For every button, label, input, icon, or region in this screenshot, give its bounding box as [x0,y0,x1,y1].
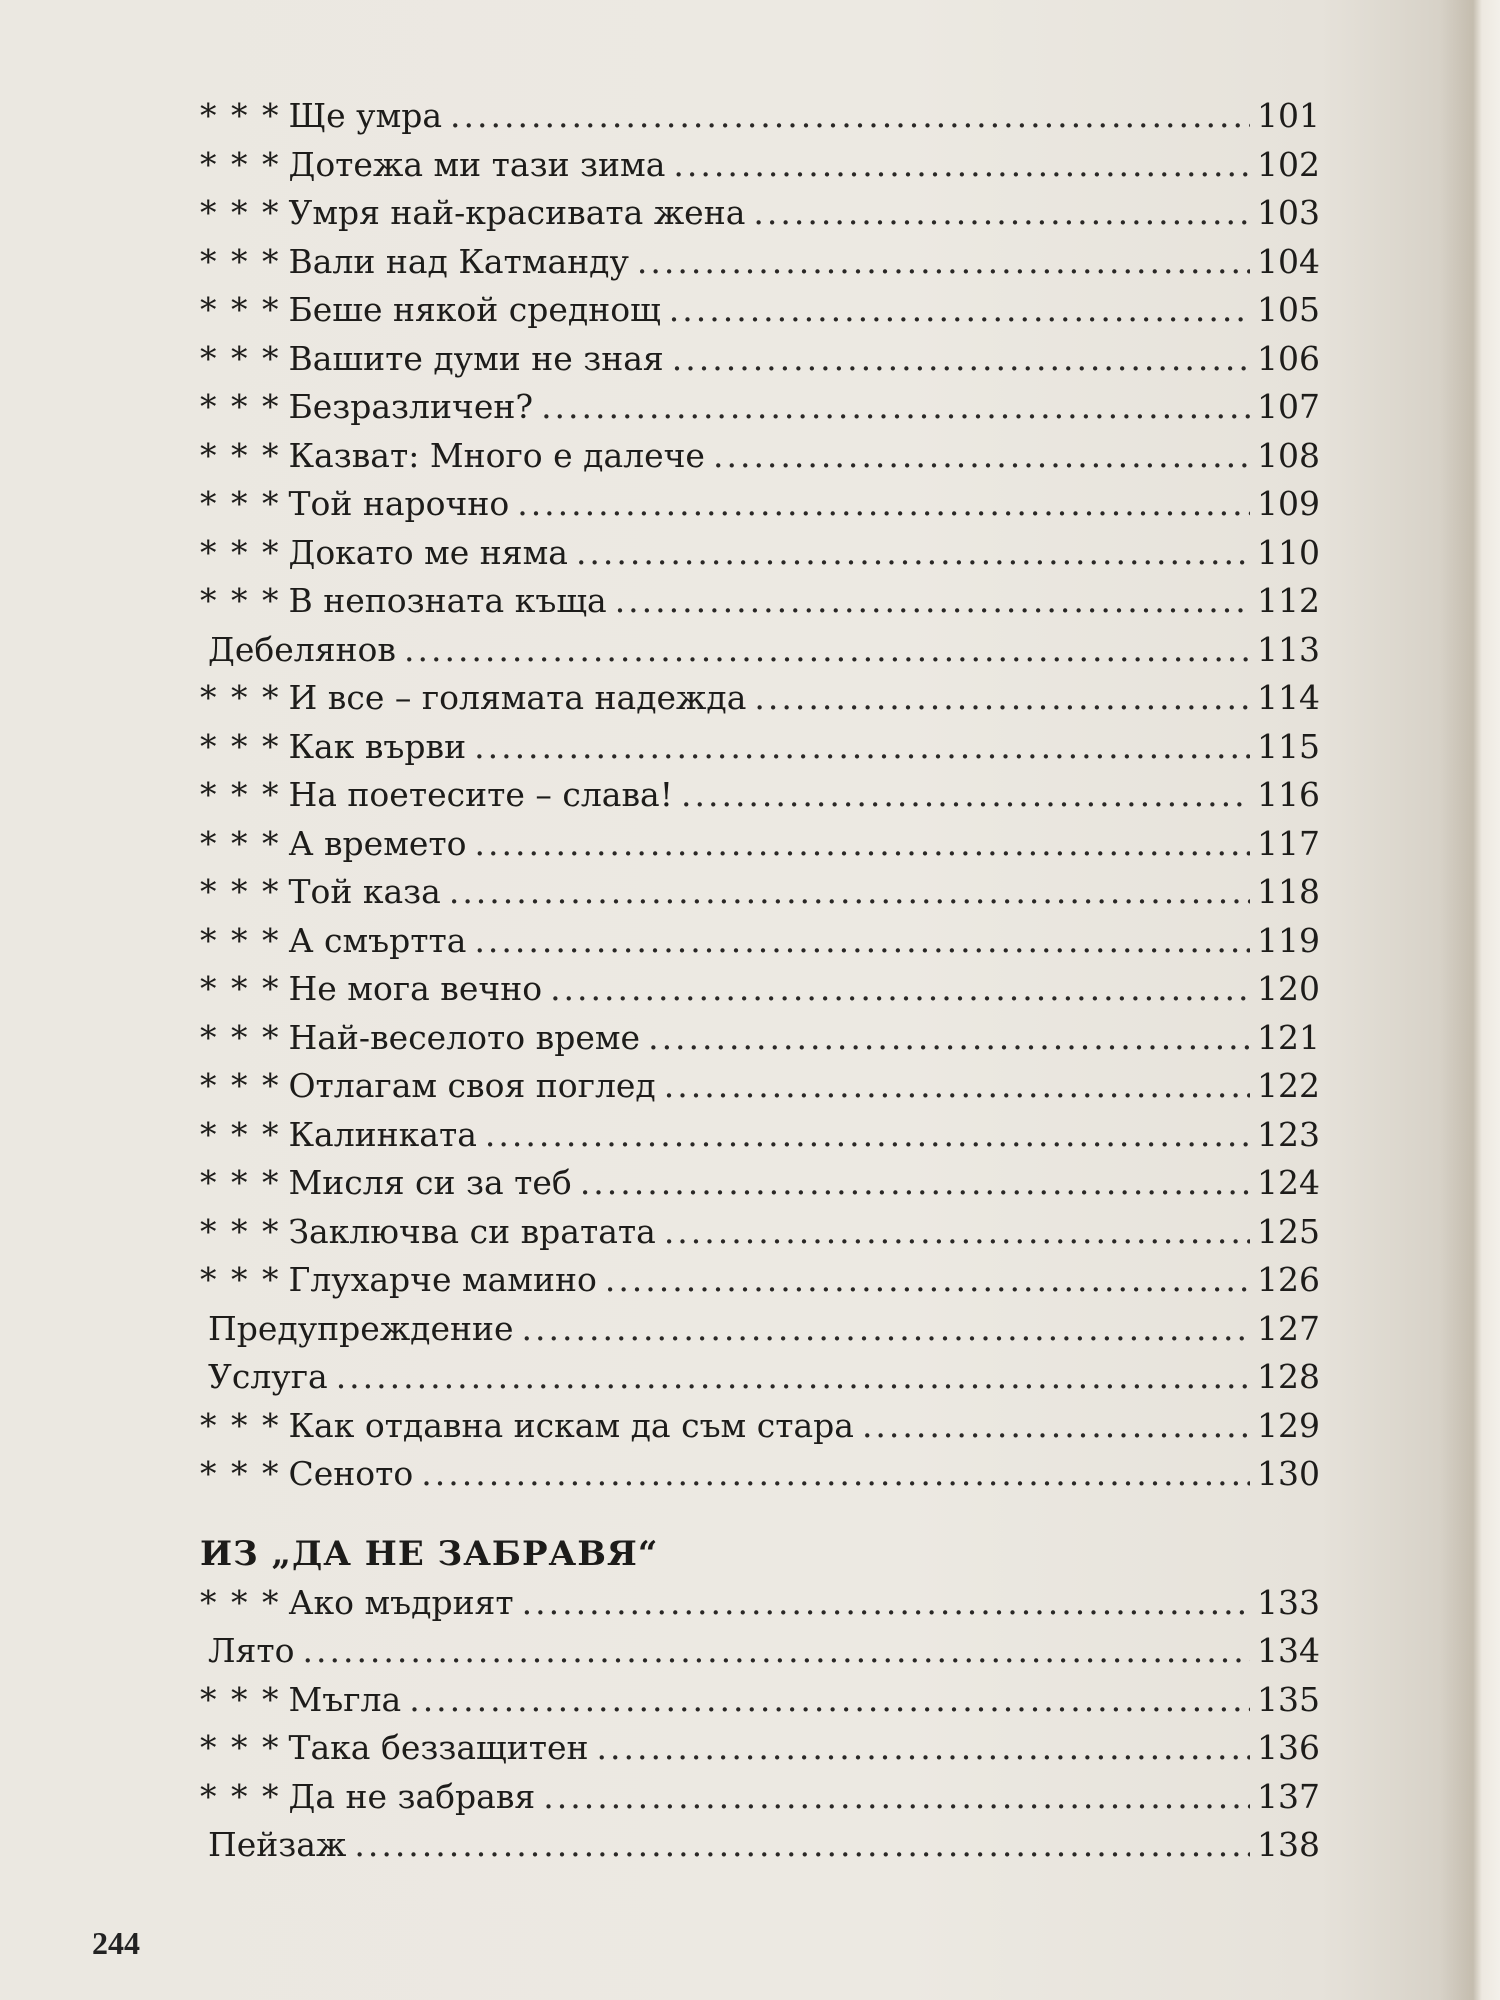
entry-title: Докато ме няма [288,532,568,572]
dot-leader [475,820,1250,869]
entry-page-number: 122 [1257,1066,1320,1105]
entry-page-number: 117 [1257,823,1320,863]
entry-title: Безразличен? [288,387,534,426]
dot-leader [543,1773,1250,1822]
entry-title: Сеното [288,1454,414,1493]
entry-title: Той нарочно [288,484,510,523]
entry-page-number: 112 [1257,581,1320,620]
entry-prefix: * * * [200,1405,281,1445]
dot-leader [672,335,1250,384]
toc-entry [200,529,1320,578]
entry-prefix: * * * [200,920,281,960]
entry-page-number: 118 [1257,872,1320,911]
entry-prefix: * * * [200,96,281,135]
toc-entry [200,1353,1320,1402]
entry-page-number: 106 [1257,338,1320,378]
entry-page-number: 135 [1257,1679,1320,1719]
dot-leader [637,238,1250,287]
entry-page-number: 120 [1257,969,1320,1008]
entry-title: Така беззащитен [288,1728,589,1767]
toc-entry [200,1627,1320,1676]
entry-title: Вашите думи не зная [288,338,664,378]
entry-page-number: 104 [1257,241,1320,281]
entry-title: Как върви [288,726,467,766]
entry-prefix: * * * [200,338,281,378]
dot-leader [336,1353,1250,1402]
entry-title: А времето [288,823,467,863]
dot-leader [648,1014,1250,1063]
toc-entry [200,1256,1320,1305]
dot-leader [541,383,1250,432]
toc-entry [200,286,1320,335]
toc-entry [200,965,1320,1014]
dot-leader [404,626,1250,675]
entry-title: Да не забравя [288,1776,536,1816]
entry-page-number: 119 [1257,920,1320,960]
page-number: 244 [92,1925,140,1961]
entry-title: А смъртта [288,920,467,960]
entry-page-number: 103 [1257,193,1320,232]
entry-page-number: 138 [1257,1825,1320,1864]
entry-title: Мъгла [288,1679,402,1719]
entry-title: В непозната къща [288,581,607,620]
dot-leader [681,771,1250,820]
entry-title: Глухарче мамино [288,1260,597,1299]
dot-leader [474,917,1250,966]
entry-page-number: 107 [1257,387,1320,426]
dot-leader [474,723,1250,772]
entry-page-number: 116 [1257,775,1320,814]
toc-entry [200,577,1320,626]
toc-entry [200,868,1320,917]
entry-title: И все – голямата надежда [288,678,747,717]
entry-page-number: 137 [1257,1776,1320,1816]
entry-page-number: 125 [1257,1211,1320,1251]
entry-page-number: 126 [1257,1260,1320,1299]
entry-prefix: * * * [200,1582,281,1622]
entry-prefix: * * * [200,484,281,523]
entry-page-number: 127 [1257,1308,1320,1348]
toc-entry [200,1111,1320,1160]
toc-entry [200,626,1320,675]
entry-title: На поетесите – слава! [288,775,673,814]
entry-title: Беше някой среднощ [288,290,661,329]
table-of-contents [200,92,1320,1870]
entry-prefix: * * * [200,726,281,766]
entry-prefix: * * * [200,872,281,911]
toc-entry [200,1724,1320,1773]
entry-prefix: * * * [200,532,281,572]
toc-entry [200,1014,1320,1063]
toc-entry [200,820,1320,869]
section-heading: ИЗ „ДА НЕ ЗАБРАВЯ“ [200,1533,659,1574]
entry-title: Заключва си вратата [288,1211,656,1251]
entry-title: Ще умра [288,96,443,135]
toc-entry [200,1208,1320,1257]
entry-page-number: 129 [1257,1405,1320,1445]
dot-leader [517,480,1250,529]
dot-leader [664,1062,1250,1111]
entry-title: Мисля си за теб [288,1163,572,1202]
toc-entry [200,917,1320,966]
entry-prefix: * * * [200,144,281,184]
entry-prefix: * * * [200,1454,281,1493]
entry-title: Пейзаж [208,1825,347,1864]
entry-prefix: * * * [200,1114,281,1154]
dot-leader [596,1724,1250,1773]
toc-entry [200,141,1320,190]
entry-prefix: * * * [200,1728,281,1767]
entry-title: Как отдавна искам да съм стара [288,1405,854,1445]
entry-page-number: 105 [1257,290,1320,329]
entry-page-number: 114 [1257,678,1320,717]
dot-leader [522,1305,1250,1354]
entry-page-number: 130 [1257,1454,1320,1493]
toc-entry [200,480,1320,529]
entry-title: Отлагам своя поглед [288,1066,656,1105]
entry-prefix: * * * [200,1776,281,1816]
toc-entry [200,189,1320,238]
dot-leader [673,141,1250,190]
toc-entry [200,335,1320,384]
entry-prefix: * * * [200,241,281,281]
dot-leader [605,1256,1250,1305]
entry-title: Най-веселото време [288,1017,641,1057]
entry-prefix: * * * [200,581,281,620]
dot-leader [354,1821,1250,1870]
dot-leader [576,529,1250,578]
entry-page-number: 101 [1257,96,1320,135]
dot-leader [713,432,1250,481]
entry-prefix: * * * [200,290,281,329]
entry-page-number: 123 [1257,1114,1320,1154]
entry-title: Услуга [208,1357,328,1396]
dot-leader [664,1208,1250,1257]
toc-entry [200,1821,1320,1870]
entry-title: Не мога вечно [288,969,543,1008]
dot-leader [753,189,1250,238]
dot-leader [449,868,1250,917]
toc-entry [200,1159,1320,1208]
entry-page-number: 136 [1257,1728,1320,1767]
entry-title: Ако мъдрият [288,1582,514,1622]
dot-leader [421,1450,1250,1499]
toc-main-list [200,92,1320,1499]
entry-page-number: 134 [1257,1631,1320,1670]
entry-page-number: 108 [1257,435,1320,475]
toc-entry [200,1402,1320,1451]
page-gutter-shadow [1440,0,1500,2000]
toc-entry [200,1579,1320,1628]
dot-leader [615,577,1250,626]
dot-leader [450,92,1250,141]
dot-leader [669,286,1250,335]
dot-leader [580,1159,1250,1208]
entry-page-number: 124 [1257,1163,1320,1202]
toc-entry [200,1450,1320,1499]
entry-prefix: * * * [200,193,281,232]
entry-title: Казват: Много е далече [288,435,705,475]
dot-leader [485,1111,1250,1160]
entry-prefix: * * * [200,1017,281,1057]
dot-leader [302,1627,1250,1676]
entry-prefix: * * * [200,435,281,475]
toc-entry [200,238,1320,287]
entry-title: Умря най-красивата жена [288,193,746,232]
toc-entry [200,92,1320,141]
entry-prefix: * * * [200,969,281,1008]
toc-entry [200,432,1320,481]
dot-leader [409,1676,1250,1725]
entry-page-number: 121 [1257,1017,1320,1057]
dot-leader [550,965,1250,1014]
entry-title: Лято [208,1631,295,1670]
entry-page-number: 102 [1257,144,1320,184]
entry-title: Калинката [288,1114,477,1154]
entry-prefix: * * * [200,1163,281,1202]
toc-entry [200,771,1320,820]
toc-entry [200,383,1320,432]
toc-section-list [200,1579,1320,1870]
entry-prefix: * * * [200,1211,281,1251]
entry-prefix: * * * [200,1066,281,1105]
entry-prefix: * * * [200,387,281,426]
entry-page-number: 128 [1257,1357,1320,1396]
toc-entry [200,674,1320,723]
entry-title: Той каза [288,872,441,911]
entry-title: Дотежа ми тази зима [288,144,666,184]
entry-prefix: * * * [200,1260,281,1299]
entry-prefix: * * * [200,678,281,717]
dot-leader [862,1402,1250,1451]
entry-prefix: * * * [200,775,281,814]
toc-entry [200,1062,1320,1111]
entry-page-number: 109 [1257,484,1320,523]
entry-title: Вали над Катманду [288,241,629,281]
entry-prefix: * * * [200,823,281,863]
toc-entry [200,1305,1320,1354]
dot-leader [522,1579,1250,1628]
entry-prefix: * * * [200,1679,281,1719]
toc-entry [200,723,1320,772]
entry-page-number: 113 [1257,629,1320,669]
entry-title: Дебелянов [208,629,396,669]
toc-entry [200,1676,1320,1725]
entry-page-number: 110 [1257,532,1320,572]
entry-page-number: 133 [1257,1582,1320,1622]
toc-entry [200,1773,1320,1822]
dot-leader [754,674,1250,723]
entry-page-number: 115 [1257,726,1320,766]
entry-title: Предупреждение [208,1308,514,1348]
